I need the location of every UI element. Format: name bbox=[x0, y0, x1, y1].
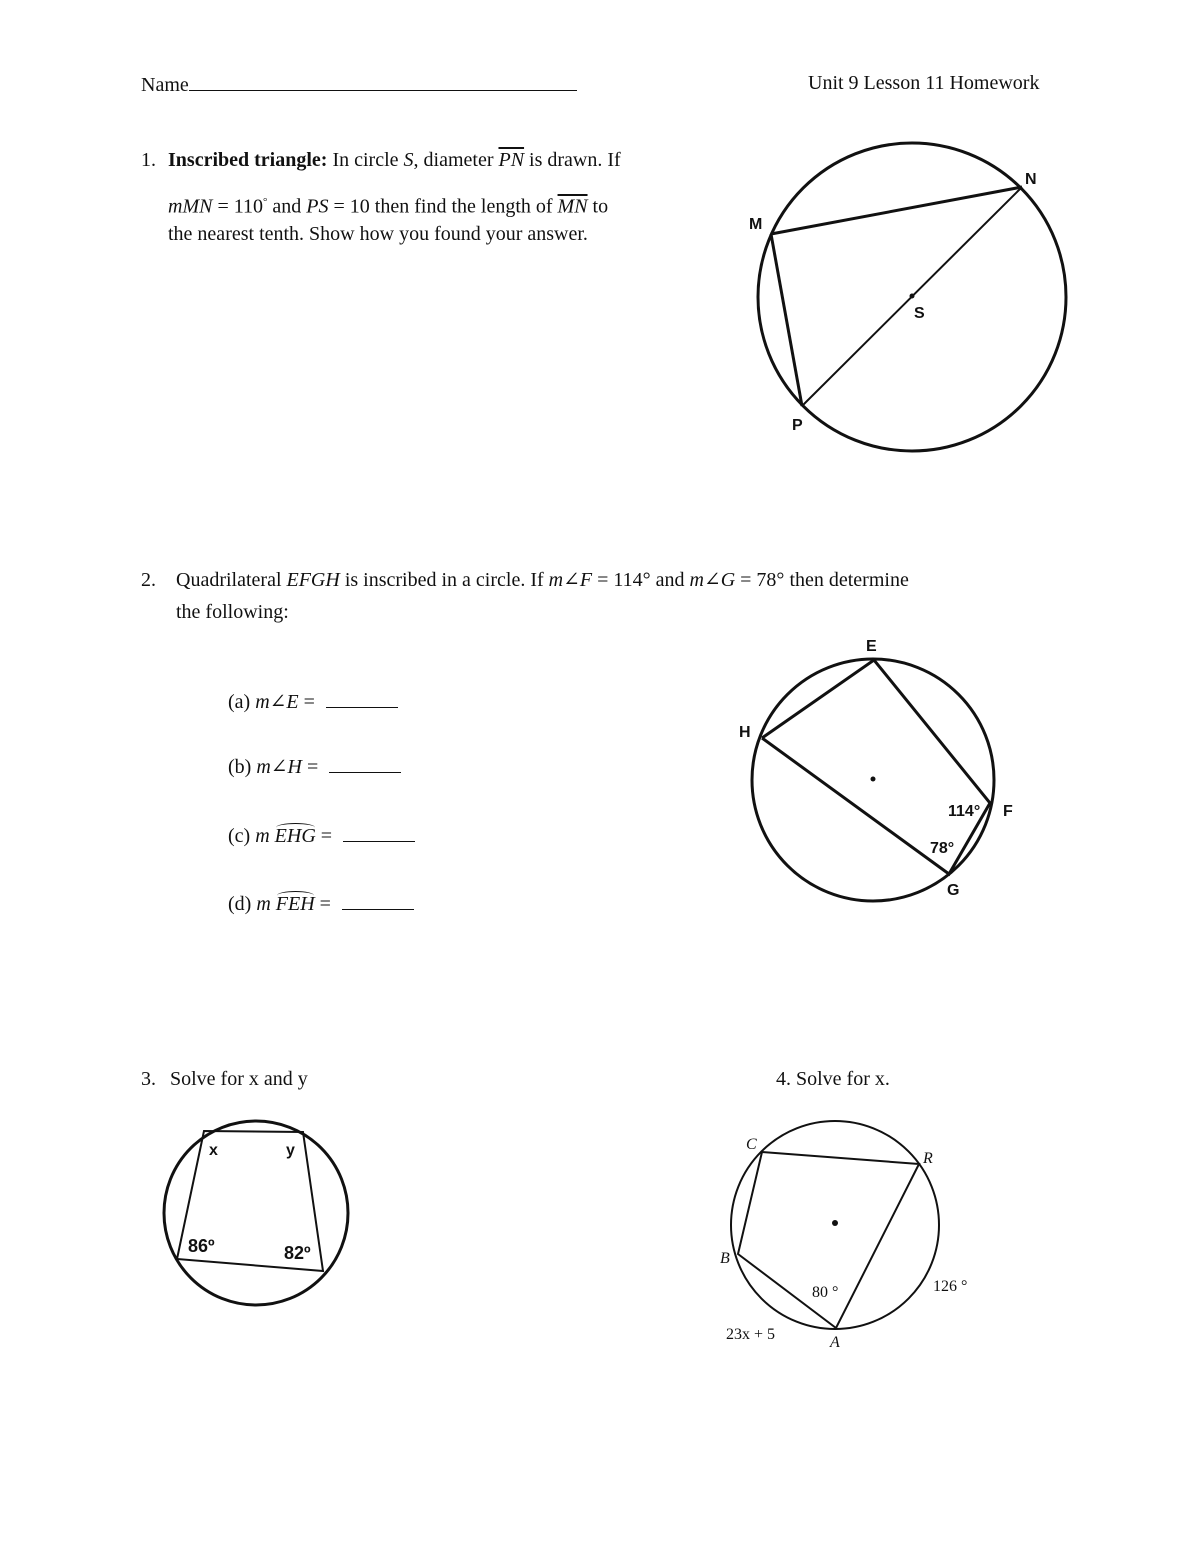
q1-circle-name: S bbox=[403, 149, 414, 171]
q2-label-h: H bbox=[739, 724, 751, 741]
q2-equals: = bbox=[298, 691, 320, 713]
q2-part-c-m: m bbox=[255, 825, 275, 847]
q1-label-s: S bbox=[914, 305, 925, 322]
q2-part-d-label: (d) bbox=[228, 893, 257, 915]
unit-title: Unit 9 Lesson 11 Homework bbox=[808, 72, 1040, 94]
q2-angle-g: m∠G bbox=[689, 569, 736, 591]
q4-label-r: R bbox=[923, 1150, 933, 1167]
q1-chord: $\overline{MN}$ bbox=[557, 195, 588, 218]
q1-text: , diameter bbox=[413, 149, 499, 171]
q2-part-b-expr: m∠H bbox=[256, 756, 302, 778]
q3-label-y: y bbox=[286, 1142, 295, 1159]
q1-degree: ° bbox=[263, 196, 268, 208]
q1-bold-lead: Inscribed triangle: bbox=[168, 149, 328, 171]
q3-text: Solve for x and y bbox=[170, 1068, 308, 1090]
q3-number: 3. bbox=[141, 1068, 156, 1090]
q2-angle-g-value: = 78° bbox=[735, 569, 785, 591]
q1-text: is drawn. If bbox=[524, 149, 621, 171]
q2-part-d-arc-text: FEH bbox=[275, 893, 315, 915]
q1-text: then find the length of bbox=[369, 195, 558, 218]
q1-label-p: P bbox=[792, 417, 803, 434]
q2-part-b-label: (b) bbox=[228, 756, 257, 778]
q2-text: and bbox=[650, 569, 690, 591]
q4-arc-126: 126 ° bbox=[933, 1278, 968, 1295]
q2-label-g: G bbox=[947, 882, 960, 899]
q1-line3: the nearest tenth. Show how you found your answer. bbox=[168, 223, 588, 245]
q2-part-a-label: (a) bbox=[228, 691, 256, 713]
q2-equals: = bbox=[301, 756, 324, 778]
q2-part-c-label: (c) bbox=[228, 825, 256, 847]
q2-equals: = bbox=[314, 893, 336, 915]
q2-angle-g-label: 78° bbox=[930, 840, 955, 857]
q3-angle-82: 82º bbox=[284, 1243, 311, 1263]
q4-center-dot bbox=[832, 1220, 838, 1226]
q1-text: and bbox=[267, 195, 307, 218]
q1-diameter: $\overline{PN}$ bbox=[498, 149, 525, 171]
q2-line2: the following: bbox=[176, 601, 289, 623]
q1-label-m: M bbox=[749, 216, 763, 233]
q2-equals: = bbox=[315, 825, 338, 847]
q4-angle-80: 80 ° bbox=[812, 1284, 839, 1301]
name-label: Name bbox=[141, 74, 189, 96]
q2-part-c-arc-text: EHG bbox=[274, 825, 316, 847]
q4-label-c: C bbox=[746, 1136, 757, 1153]
q2-label-f: F bbox=[1003, 803, 1013, 820]
q2-angle-f-value: = 114° bbox=[592, 569, 651, 591]
q3-angle-86: 86º bbox=[188, 1236, 215, 1256]
q2-part-d-m: m bbox=[256, 893, 276, 915]
q1-radius-value: = 10 bbox=[328, 195, 370, 218]
q1-radius: PS bbox=[306, 195, 329, 218]
q2-text: Quadrilateral bbox=[176, 569, 287, 591]
q1-arc-value: = 110 bbox=[212, 195, 263, 218]
q1-text: In circle bbox=[327, 149, 404, 171]
q2-label-e: E bbox=[866, 638, 877, 655]
q4-arc-expression: 23x + 5 bbox=[726, 1326, 776, 1343]
q2-quad-name: EFGH bbox=[286, 569, 340, 591]
q4-label-a: A bbox=[830, 1334, 840, 1351]
q1-text: to bbox=[587, 195, 609, 218]
q2-angle-f-label: 114° bbox=[948, 803, 981, 820]
q4-label-b: B bbox=[720, 1250, 730, 1267]
q1-arc-measure: mMN bbox=[168, 195, 213, 218]
q2-part-a-expr: m∠E bbox=[255, 691, 299, 713]
q2-text: is inscribed in a circle. If bbox=[339, 569, 549, 591]
q1-label-n: N bbox=[1025, 171, 1037, 188]
q3-label-x: x bbox=[209, 1142, 218, 1159]
q2-number: 2. bbox=[141, 569, 156, 591]
q1-number: 1. bbox=[141, 149, 156, 171]
q2-angle-f: m∠F bbox=[548, 569, 593, 591]
q2-text: then determine bbox=[784, 569, 909, 591]
q4-number: 4. bbox=[776, 1068, 791, 1090]
q4-text: Solve for x. bbox=[796, 1068, 890, 1090]
